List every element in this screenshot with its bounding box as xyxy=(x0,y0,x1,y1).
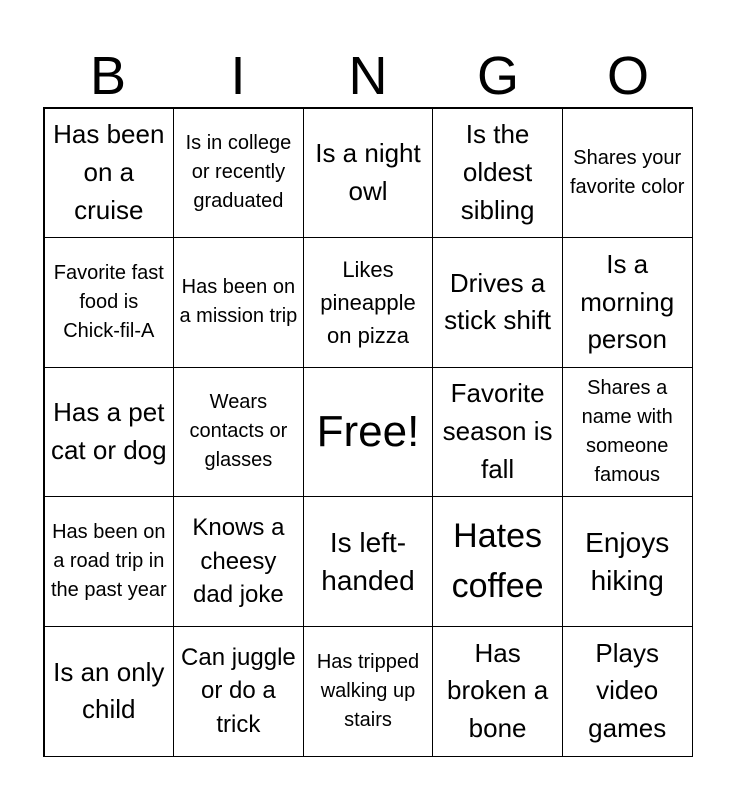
bingo-cell[interactable]: Has been on a mission trip xyxy=(173,237,304,368)
bingo-cell[interactable]: Has been on a road trip in the past year xyxy=(44,496,175,627)
header-letter-o: O xyxy=(606,46,649,106)
bingo-cell[interactable]: Plays video games xyxy=(562,626,693,757)
bingo-cell[interactable]: Is left-handed xyxy=(303,496,434,627)
bingo-cell[interactable]: Has been on a cruise xyxy=(44,108,175,239)
bingo-cell[interactable]: Has a pet cat or dog xyxy=(44,367,175,498)
bingo-cell[interactable]: Favorite fast food is Chick-fil-A xyxy=(44,237,175,368)
bingo-cell[interactable]: Is a night owl xyxy=(303,108,434,239)
bingo-cell[interactable]: Has tripped walking up stairs xyxy=(303,626,434,757)
bingo-cell[interactable]: Shares your favorite color xyxy=(562,108,693,239)
header-letter-b: B xyxy=(89,46,127,106)
bingo-board xyxy=(43,107,693,757)
header-letter-n: N xyxy=(348,46,388,106)
bingo-cell[interactable]: Has broken a bone xyxy=(432,626,563,757)
bingo-cell[interactable]: Drives a stick shift xyxy=(432,237,563,368)
bingo-cell[interactable]: Likes pineapple on pizza xyxy=(303,237,434,368)
bingo-cell[interactable]: Wears contacts or glasses xyxy=(173,367,304,498)
bingo-cell[interactable]: Is an only child xyxy=(44,626,175,757)
bingo-cell[interactable]: Knows a cheesy dad joke xyxy=(173,496,304,627)
bingo-header xyxy=(43,44,693,108)
header-letter-i: I xyxy=(230,46,246,106)
bingo-cell[interactable]: Can juggle or do a trick xyxy=(173,626,304,757)
bingo-cell[interactable]: Favorite season is fall xyxy=(432,367,563,498)
bingo-cell[interactable]: Is the oldest sibling xyxy=(432,108,563,239)
bingo-cell[interactable]: Enjoys hiking xyxy=(562,496,693,627)
bingo-cell[interactable]: Hates coffee xyxy=(432,496,563,627)
bingo-cell[interactable]: Is a morning person xyxy=(562,237,693,368)
bingo-cell[interactable]: Shares a name with someone famous xyxy=(562,367,693,498)
header-letter-g: G xyxy=(476,46,519,106)
bingo-cell-free[interactable]: Free! xyxy=(303,367,434,498)
bingo-cell[interactable]: Is in college or recently graduated xyxy=(173,108,304,239)
